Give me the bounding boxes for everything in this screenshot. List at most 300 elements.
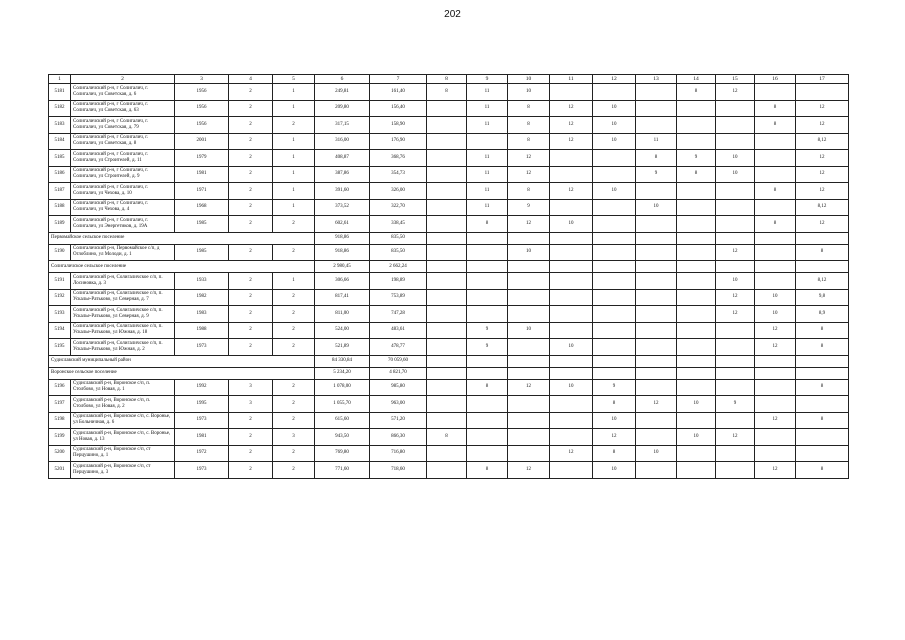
table-cell <box>550 166 593 183</box>
table-cell <box>508 396 550 413</box>
table-cell: 1982 <box>175 289 229 306</box>
table-cell: 1973 <box>175 339 229 356</box>
table-cell: 12 <box>550 445 593 462</box>
table-cell: 9 <box>508 199 550 216</box>
table-cell: 835,50 <box>370 244 427 261</box>
table-cell <box>677 199 716 216</box>
table-cell <box>427 199 467 216</box>
table-cell: 12 <box>593 429 636 446</box>
table-cell: 12 <box>508 216 550 233</box>
table-cell: 8 <box>508 183 550 200</box>
table-cell <box>593 84 636 101</box>
empty-cell <box>467 261 508 273</box>
table-cell <box>593 322 636 339</box>
table-cell <box>636 412 677 429</box>
table-cell <box>550 150 593 167</box>
table-cell: 9 <box>593 379 636 396</box>
empty-cell <box>755 355 796 367</box>
table-cell <box>636 100 677 117</box>
table-cell: 12 <box>796 183 849 200</box>
column-header: 15 <box>716 75 755 84</box>
empty-cell <box>716 367 755 379</box>
table-cell <box>755 166 796 183</box>
table-cell: 12 <box>508 462 550 479</box>
table-cell: 11 <box>467 199 508 216</box>
empty-cell <box>796 232 849 244</box>
table-cell: 817,41 <box>315 289 370 306</box>
table-cell <box>508 445 550 462</box>
table-cell <box>636 117 677 134</box>
table-cell <box>550 396 593 413</box>
table-cell <box>427 150 467 167</box>
column-header: 4 <box>229 75 273 84</box>
table-cell: 9 <box>636 166 677 183</box>
column-header: 5 <box>273 75 315 84</box>
row-number: 5196 <box>49 379 71 396</box>
address-cell: Солигаличский р-н, г Солигалич, г. Солигалич, ул Советская, д. 6 <box>71 84 175 101</box>
table-cell <box>796 429 849 446</box>
table-row <box>49 306 849 323</box>
row-number: 5185 <box>49 150 71 167</box>
table-cell <box>427 244 467 261</box>
empty-cell <box>467 355 508 367</box>
empty-cell <box>593 232 636 244</box>
table-cell: 9 <box>467 322 508 339</box>
table-cell <box>467 412 508 429</box>
table-cell <box>755 445 796 462</box>
table-cell: 338,45 <box>370 216 427 233</box>
section-row <box>49 232 849 244</box>
table-cell <box>427 289 467 306</box>
empty-cell <box>636 367 677 379</box>
table-cell: 209,80 <box>315 100 370 117</box>
table-cell <box>677 100 716 117</box>
table-row <box>49 183 849 200</box>
table-cell <box>755 84 796 101</box>
table-cell <box>508 306 550 323</box>
table-cell <box>508 412 550 429</box>
table-cell <box>636 339 677 356</box>
table-cell <box>677 462 716 479</box>
empty-cell <box>550 261 593 273</box>
table-cell <box>677 322 716 339</box>
empty-cell <box>755 367 796 379</box>
table-cell: 866,30 <box>370 429 427 446</box>
table-cell: 12 <box>508 166 550 183</box>
empty-cell <box>593 261 636 273</box>
empty-cell <box>636 261 677 273</box>
table-cell: 198,89 <box>370 273 427 290</box>
table-cell: 918,86 <box>315 244 370 261</box>
section-total-area: 2 980,45 <box>315 261 370 273</box>
empty-cell <box>677 232 716 244</box>
table-cell: 1 <box>273 100 315 117</box>
table-row <box>49 273 849 290</box>
table-cell: 8 <box>508 100 550 117</box>
table-cell <box>593 289 636 306</box>
table-cell: 387,86 <box>315 166 370 183</box>
table-row <box>49 150 849 167</box>
table-cell <box>593 339 636 356</box>
table-cell: 2 <box>229 244 273 261</box>
empty-cell <box>716 355 755 367</box>
empty-cell <box>427 367 467 379</box>
table-cell <box>677 117 716 134</box>
table-cell: 9 <box>467 339 508 356</box>
row-number: 5192 <box>49 289 71 306</box>
table-cell: 2 <box>229 445 273 462</box>
table-cell <box>593 166 636 183</box>
table-cell: 2 <box>273 216 315 233</box>
table-cell <box>636 462 677 479</box>
table-cell: 2 <box>229 150 273 167</box>
table-cell: 1 <box>273 133 315 150</box>
table-cell: 12 <box>716 306 755 323</box>
table-cell: 2 <box>229 412 273 429</box>
table-cell <box>636 322 677 339</box>
address-cell: Судиславский р-н, Воронское с/п, п. Столбово, ул Новая, д. 2 <box>71 396 175 413</box>
table-cell: 769,80 <box>315 445 370 462</box>
row-number: 5182 <box>49 100 71 117</box>
empty-cell <box>508 367 550 379</box>
column-header: 6 <box>315 75 370 84</box>
address-cell: Солигаличский р-н, г Солигалич, г. Солигалич, ул Советская, д. 63 <box>71 100 175 117</box>
empty-cell <box>593 367 636 379</box>
address-cell: Солигаличский р-н, Солигаличское с/п, п. Ускалье-Ратьково, ул Северная, д. 9 <box>71 306 175 323</box>
table-cell <box>467 445 508 462</box>
table-cell <box>427 396 467 413</box>
table-cell: 1 <box>273 273 315 290</box>
table-cell: 12 <box>716 84 755 101</box>
table-cell <box>755 244 796 261</box>
table-cell: 354,73 <box>370 166 427 183</box>
row-number: 5187 <box>49 183 71 200</box>
table-cell: 10 <box>593 183 636 200</box>
table-row <box>49 216 849 233</box>
table-cell: 249,81 <box>315 84 370 101</box>
table-cell: 1 <box>273 183 315 200</box>
table-cell: 524,00 <box>315 322 370 339</box>
table-cell: 8 <box>796 322 849 339</box>
table-cell <box>755 273 796 290</box>
table-cell: 10 <box>593 117 636 134</box>
table-cell <box>755 133 796 150</box>
address-cell: Солигаличский р-н, г Солигалич, г. Солигалич, ул Советская, д. 79 <box>71 117 175 134</box>
table-cell: 391,60 <box>315 183 370 200</box>
table-cell <box>593 306 636 323</box>
table-cell <box>716 412 755 429</box>
section-name: Судиславский муниципальный район <box>49 355 315 367</box>
row-number: 5191 <box>49 273 71 290</box>
empty-cell <box>427 232 467 244</box>
table-cell: 10 <box>550 216 593 233</box>
table-cell <box>508 429 550 446</box>
table-cell: 8 <box>593 445 636 462</box>
table-cell <box>677 445 716 462</box>
table-cell: 10 <box>593 133 636 150</box>
table-cell <box>636 244 677 261</box>
table-cell <box>636 84 677 101</box>
table-cell: 10 <box>677 429 716 446</box>
table-cell <box>467 396 508 413</box>
table-cell <box>636 289 677 306</box>
empty-cell <box>636 232 677 244</box>
table-cell <box>716 183 755 200</box>
table-cell: 8 <box>796 339 849 356</box>
table-cell: 8 <box>636 150 677 167</box>
table-cell <box>427 462 467 479</box>
row-number: 5181 <box>49 84 71 101</box>
table-cell <box>427 166 467 183</box>
table-cell <box>677 339 716 356</box>
section-name: Солигаличское сельское поселение <box>49 261 315 273</box>
table-cell: 8 <box>467 462 508 479</box>
table-cell <box>677 289 716 306</box>
table-cell: 1981 <box>175 429 229 446</box>
table-cell <box>427 306 467 323</box>
column-header: 14 <box>677 75 716 84</box>
table-cell: 8 <box>508 133 550 150</box>
address-cell: Солигаличский р-н, г Солигалич, г. Солигалич, ул Строителей, д. 9 <box>71 166 175 183</box>
table-cell <box>636 273 677 290</box>
table-cell: 1933 <box>175 273 229 290</box>
table-cell: 373,52 <box>315 199 370 216</box>
table-cell: 716,80 <box>370 445 427 462</box>
table-cell <box>755 429 796 446</box>
table-cell <box>755 199 796 216</box>
table-cell: 2 <box>273 339 315 356</box>
row-number: 5189 <box>49 216 71 233</box>
table-cell: 1992 <box>175 379 229 396</box>
table-cell: 811,00 <box>315 306 370 323</box>
table-cell: 10 <box>508 322 550 339</box>
empty-cell <box>677 261 716 273</box>
table-cell <box>677 273 716 290</box>
section-total-area: 918,86 <box>315 232 370 244</box>
table-cell <box>716 379 755 396</box>
table-cell: 2 <box>273 462 315 479</box>
empty-cell <box>677 367 716 379</box>
table-cell: 8 <box>677 84 716 101</box>
table-cell: 2 <box>273 244 315 261</box>
table-cell: 12 <box>550 133 593 150</box>
row-number: 5183 <box>49 117 71 134</box>
table-cell <box>550 244 593 261</box>
table-cell <box>755 396 796 413</box>
table-row <box>49 396 849 413</box>
table-cell <box>550 322 593 339</box>
table-cell: 2 <box>229 273 273 290</box>
table-cell: 10 <box>755 289 796 306</box>
address-cell: Солигаличский р-н, г Солигалич, г. Солигалич, ул Чехова, д. 10 <box>71 183 175 200</box>
column-header: 1 <box>49 75 71 84</box>
section-living-area: 4 821,70 <box>370 367 427 379</box>
empty-cell <box>550 367 593 379</box>
table-row <box>49 339 849 356</box>
table-cell <box>636 379 677 396</box>
empty-cell <box>593 355 636 367</box>
table-cell: 9 <box>677 150 716 167</box>
table-cell: 1968 <box>175 199 229 216</box>
table-cell: 10 <box>716 273 755 290</box>
table-cell: 11 <box>467 150 508 167</box>
empty-cell <box>550 355 593 367</box>
housing-register-table <box>48 74 849 479</box>
empty-cell <box>636 355 677 367</box>
table-cell: 12 <box>796 100 849 117</box>
column-header: 8 <box>427 75 467 84</box>
table-cell: 8 <box>593 396 636 413</box>
table-cell: 12 <box>716 429 755 446</box>
empty-cell <box>716 232 755 244</box>
table-cell: 2 <box>229 133 273 150</box>
table-cell <box>550 289 593 306</box>
table-cell: 2 <box>273 445 315 462</box>
table-cell: 408,87 <box>315 150 370 167</box>
table-cell: 317,15 <box>315 117 370 134</box>
section-living-area: 70 059,60 <box>370 355 427 367</box>
table-cell <box>677 244 716 261</box>
table-cell: 1985 <box>175 216 229 233</box>
table-cell: 8 <box>467 216 508 233</box>
table-cell <box>508 339 550 356</box>
table-cell <box>677 379 716 396</box>
table-row <box>49 117 849 134</box>
table-cell: 2 <box>273 117 315 134</box>
table-cell: 2 <box>229 322 273 339</box>
table-cell: 12 <box>716 244 755 261</box>
column-header: 12 <box>593 75 636 84</box>
table-cell: 12 <box>755 462 796 479</box>
table-cell: 571,20 <box>370 412 427 429</box>
table-cell: 161,40 <box>370 84 427 101</box>
table-cell <box>796 445 849 462</box>
table-cell <box>677 412 716 429</box>
section-living-area: 2 662,24 <box>370 261 427 273</box>
table-cell: 12 <box>796 150 849 167</box>
table-cell: 8,9 <box>796 306 849 323</box>
column-header: 17 <box>796 75 849 84</box>
table-cell: 985,80 <box>370 379 427 396</box>
table-cell: 11 <box>467 183 508 200</box>
address-cell: Солигаличский р-н, г Солигалич, г. Солигалич, ул Чехова, д. 4 <box>71 199 175 216</box>
table-cell: 8 <box>796 244 849 261</box>
table-cell: 1 055,70 <box>315 396 370 413</box>
table-cell: 615,60 <box>315 412 370 429</box>
address-cell: Судиславский р-н, Воронское с/п, п. Столбово, ул Новая, д. 1 <box>71 379 175 396</box>
table-cell: 1956 <box>175 117 229 134</box>
table-cell: 158,90 <box>370 117 427 134</box>
table-cell: 753,89 <box>370 289 427 306</box>
table-cell: 2 <box>229 429 273 446</box>
table-cell <box>550 84 593 101</box>
table-cell <box>593 273 636 290</box>
table-cell: 943,50 <box>315 429 370 446</box>
address-cell: Солигаличский р-н, Солигаличское с/п, п. Лосиновка, д. 3 <box>71 273 175 290</box>
table-cell: 2 <box>273 412 315 429</box>
address-cell: Солигаличский р-н, г Солигалич, г. Солигалич, ул Советская, д. 8 <box>71 133 175 150</box>
empty-cell <box>508 355 550 367</box>
table-cell: 11 <box>636 133 677 150</box>
address-cell: Солигаличский р-н, г Солигалич, г. Солигалич, ул Энергетиков, д. 19А <box>71 216 175 233</box>
section-row <box>49 367 849 379</box>
table-cell: 1988 <box>175 322 229 339</box>
section-row <box>49 355 849 367</box>
section-living-area: 835,50 <box>370 232 427 244</box>
table-cell: 156,40 <box>370 100 427 117</box>
address-cell: Солигаличский р-н, Первомайское с/п, д Оглоблино, ул Молоди, д. 1 <box>71 244 175 261</box>
table-cell: 8 <box>755 183 796 200</box>
empty-cell <box>427 355 467 367</box>
table-cell: 11 <box>467 100 508 117</box>
header-row <box>49 75 849 84</box>
table-cell: 2 <box>229 306 273 323</box>
row-number: 5198 <box>49 412 71 429</box>
table-row <box>49 379 849 396</box>
column-header: 7 <box>370 75 427 84</box>
table-cell <box>593 244 636 261</box>
table-cell: 2 <box>273 289 315 306</box>
row-number: 5188 <box>49 199 71 216</box>
empty-cell <box>755 232 796 244</box>
table-cell <box>550 199 593 216</box>
table-cell: 10 <box>593 462 636 479</box>
table-cell <box>427 216 467 233</box>
row-number: 5186 <box>49 166 71 183</box>
table-row <box>49 429 849 446</box>
table-cell: 8 <box>755 216 796 233</box>
empty-cell <box>796 261 849 273</box>
row-number: 5190 <box>49 244 71 261</box>
table-cell: 12 <box>755 322 796 339</box>
table-cell: 316,00 <box>315 133 370 150</box>
table-cell: 2 <box>229 183 273 200</box>
table-cell: 2 <box>273 306 315 323</box>
empty-cell <box>796 367 849 379</box>
table-cell: 602,61 <box>315 216 370 233</box>
table-cell <box>427 117 467 134</box>
table-cell <box>427 322 467 339</box>
table-cell: 747,28 <box>370 306 427 323</box>
column-header: 2 <box>71 75 175 84</box>
table-body <box>49 75 849 479</box>
row-number: 5195 <box>49 339 71 356</box>
table-cell <box>716 445 755 462</box>
table-cell: 2 <box>273 396 315 413</box>
table-cell: 8 <box>796 462 849 479</box>
page-number: 202 <box>444 9 461 20</box>
table-cell: 9,8 <box>796 289 849 306</box>
table-cell <box>677 183 716 200</box>
address-cell: Солигаличский р-н, Солигаличское с/п, п. Ускалье-Ратьково, ул Южная, д. 18 <box>71 322 175 339</box>
table-cell: 8 <box>427 84 467 101</box>
table-cell: 3 <box>273 429 315 446</box>
table-cell <box>796 84 849 101</box>
table-cell: 326,00 <box>370 183 427 200</box>
table-cell: 8 <box>755 100 796 117</box>
table-cell: 12 <box>550 117 593 134</box>
table-cell: 9 <box>716 396 755 413</box>
table-cell: 10 <box>550 339 593 356</box>
table-cell: 8 <box>677 166 716 183</box>
row-number: 5199 <box>49 429 71 446</box>
table-cell <box>427 379 467 396</box>
table-cell <box>508 273 550 290</box>
table-cell: 1956 <box>175 84 229 101</box>
table-cell: 8 <box>427 429 467 446</box>
table-cell <box>467 133 508 150</box>
row-number: 5200 <box>49 445 71 462</box>
